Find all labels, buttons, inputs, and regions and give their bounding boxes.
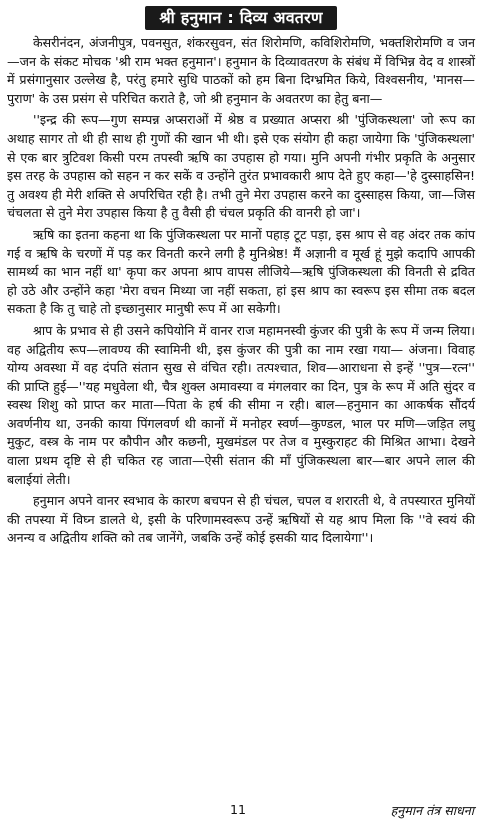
paragraph-5: हनुमान अपने वानर स्वभाव के कारण बचपन से ही चंचल, चपल व शरारती थे, वे तपस्यारत मुनियों की तपस्या में विघ्न डालते थे, इसी के परिणामस्वरूप उन्हें ऋषियों से यह श्राप मिला कि ''वे स्वयं की अनन्य व अद्वितीय शक्ति को तब जानेंगे, जबकि उन्हें कोई इसकी याद दिलायेगा''। [7,493,475,546]
paragraph-3: ऋषि का इतना कहना था कि पुंजिकस्थला पर मानों पहाड़ टूट पड़ा, इस श्राप से वह अंदर तक कांप गई व ऋषि के चरणों में पड़ कर विनती करने लगी है मुनिश्रेष्ठ! मैं अज्ञानी व मूर्ख हूं मुझे कदापि आपकी सामर्थ्य का भान नहीं था' कृपा कर अपना श्राप वापस लीजिये—ऋषि पुंजिकस्थला की विनती से द्रवित हो उठे और उन्होंने कहा 'मेरा वचन मिथ्या जा नहीं सकता, हां इस श्राप का स्वरूप इस सीमा तक बदल सकता है कि तु चाहे तो इच्छानुसार मानुषी रूप में आ सकेगी। [7,226,475,317]
book-title: हनुमान तंत्र साधना [390,803,474,818]
paragraph-4: श्राप के प्रभाव से ही उसने कपियोनि में वानर राज महामनस्वी कुंजर की पुत्री के रूप में जन्म लिया। वह अद्वितीय रूप—लावण्य की स्वामिनी थी, इस कुंजर की पुत्री का नाम रखा गया— अंजना। विवाह योग्य अवस्था में वह दंपति संतान सुख से वंचित रही। तत्पश्चात, शिव—आराधना से इन्हें ''पुत्र—रत्न'' की प्राप्ति हुई—''यह मधुवेला थी, चैत्र शुक्ल अमावस्या व मंगलवार का दिन, पुत्र के रूप में अति सुंदर व स्वस्थ शिशु को प्राप्त कर माता—पिता के हर्ष की सीमा न रही। बाल—हनुमान का आकर्षक सौंदर्य अवर्णनीय था, उनकी काया पिंगलवर्ण थी कानों में मनोहर स्वर्ण—कुण्डल, भाल पर मणि—जड़ित लघु मुकुट, वस्त्र के नाम पर कौपीन और कछनी, मुखमंडल पर तेज व मुस्कुराहट की मिश्रित आभा। देखने वाला प्रथम दृष्टि से ही चकित रह जाता—ऐसी संतान की माँ पुंजिकस्थला बार—बार अपने लाल की बलाईयां लेती। [7,322,475,487]
page-footer [0,800,482,822]
page-title: श्री हनुमान : दिव्य अवतरण [145,6,336,30]
title-bar [0,6,482,30]
paragraph-1: केसरीनंदन, अंजनीपुत्र, पवनसुत, शंकरसुवन, संत शिरोमणि, कविशिरोमणि, भक्तशिरोमणि व जन—जन के संकट मोचक 'श्री राम भक्त हनुमान'। हनुमान के दिव्यावतरण के संबंध में विभिन्न वेद व शास्त्रों में प्रसंगानुसार उल्लेख है, परंतु हमारे सुधि पाठकों को हम बिना दिग्भ्रमित किये, विश्वसनीय, 'मानस—पुराण' के उस प्रसंग से परिचित कराते है, जो श्री हनुमान के अवतरण का हेतु बना— [7,35,475,106]
page-number: 11 [229,802,247,817]
paragraph-2: ''इन्द्र की रूप—गुण सम्पन्न अप्सराओं में श्रेष्ठ व प्रख्यात अप्सरा श्री 'पुंजिकस्थला' जो रूप का अथाह सागर तो थी ही साथ ही गुणों की खान भी थी। इसे एक संयोग ही कहा जायेगा कि 'पुंजिकस्थला' से एक बार त्रुटिवश किसी परम तपस्वी ऋषि का उपहास हो गया। मुनि अपनी गंभीर प्रकृति के अनुसार इस तरह के उपहास को सहन न कर सकें व उन्होंने तुरंत प्रभावकारी श्राप देते हुए कहा—'हे दुस्साहसिन!तु अवश्य ही मेरी शक्ति से अपरिचित रही है। तभी तुने मेरा उपहास करने का दुस्साहस किया, जा—जिस चंचलता से तुने मेरा उपहास किया है तु वैसी ही चंचल प्रकृति की वानरी हो जा'। [7,112,475,221]
body-text [7,34,475,551]
